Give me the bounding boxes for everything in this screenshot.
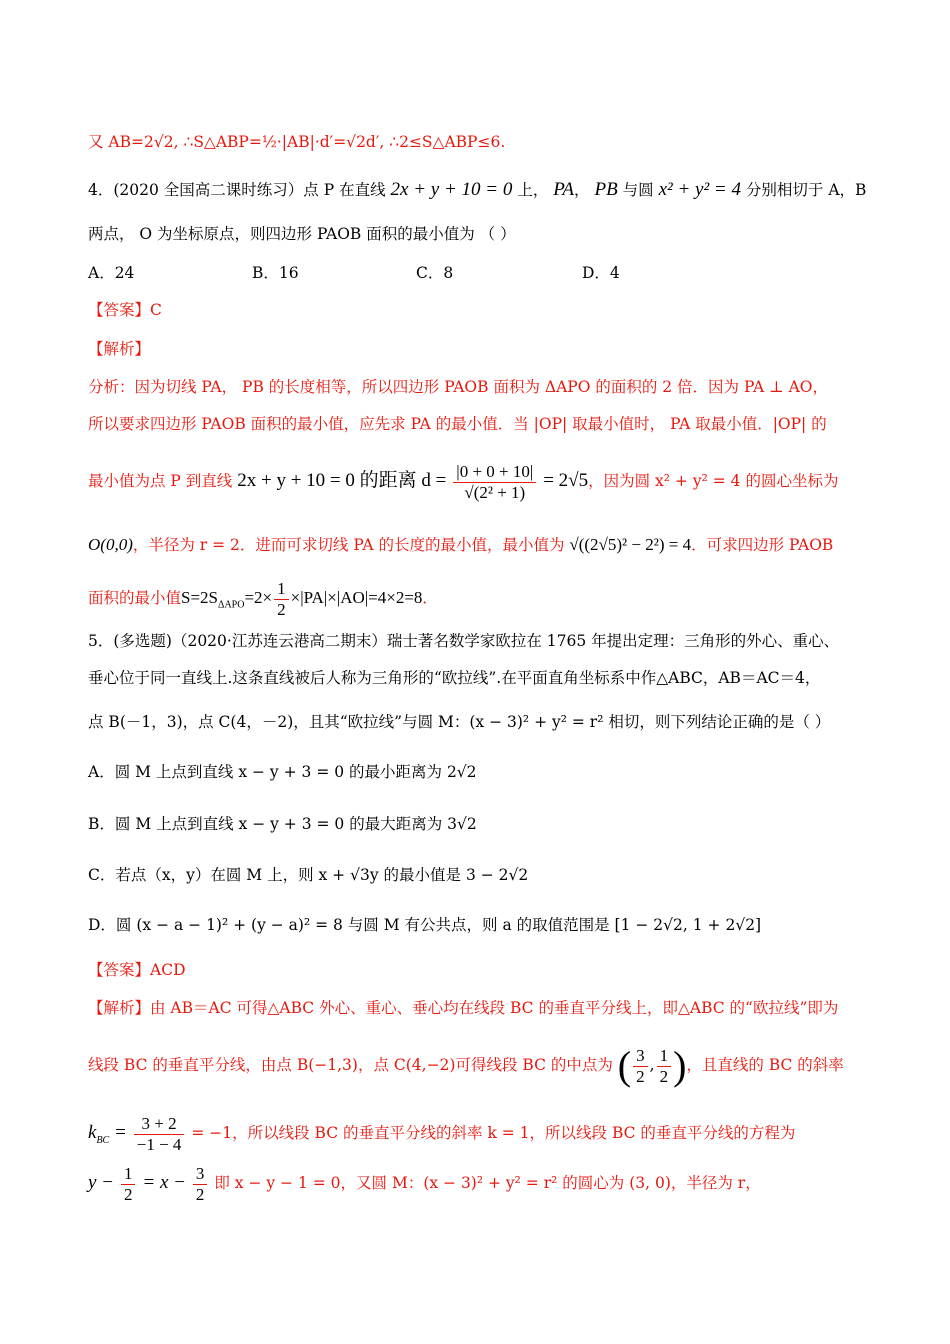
q4-analysis-5 <box>88 576 438 627</box>
q4-text-b: 上， <box>517 181 549 199</box>
q5-slope-fraction <box>134 1114 185 1155</box>
q5-slope-sub: BC <box>96 1134 110 1146</box>
q5-analysis-1-text: 【解析】由 AB＝AC 可得△ABC 外心、重心、垂心均在线段 BC 的垂直平分线上，即△ABC 的“欧拉线”即为 <box>88 999 839 1017</box>
q5-line2-text: 垂心位于同一直线上.这条直线被后人称为三角形的“欧拉线”.在平面直角坐标系中作△ABC，AB＝AC＝4， <box>88 669 821 687</box>
q5-option-c-text: C．若点（x，y）在圆 M 上，则 x + √3y 的最小值是 3 − 2√2 <box>88 866 529 884</box>
q5-analysis-2 <box>88 1042 844 1089</box>
q4-analysis-4-post: ．可求四边形 PAOB <box>691 536 834 554</box>
q4-origin: O(0,0) <box>88 535 133 554</box>
q4-area-s: S=2S <box>181 588 219 607</box>
q4-analysis-5-end: ． <box>422 589 438 607</box>
q4-area-sub: ΔAPO <box>218 599 245 611</box>
q4-option-a: A．24 <box>88 264 135 282</box>
q4-area-eq-c: ×|PA|×|AO|=4×2=8 <box>290 588 423 607</box>
q5-three-half: $\frac{3}{2}$ <box>193 1164 208 1205</box>
q4-answer <box>88 298 162 322</box>
q4-distance-result: = 2√5 <box>543 470 589 491</box>
q4-line1: 4．(2020 全国高二课时练习）点 P 在直线 2x + y + 10 = 0 上， PA， PB 与圆 x² + y² = 4 分别相切于 A，B <box>88 179 867 200</box>
q5-option-c <box>88 863 528 887</box>
q4-min-length: √((2√5)² − 2²) = 4 <box>569 535 692 554</box>
q4-half-fraction: $\frac{1}{2}$ <box>274 579 289 620</box>
q4-analysis-3-post: ，因为圆 x² + y² = 4 的圆心坐标为 <box>588 472 839 490</box>
q4-pb: PB <box>594 179 618 200</box>
q4-line2-text: 两点， O 为坐标原点，则四边形 PAOB 面积的最小值为 （ ） <box>88 225 516 243</box>
q5-answer-value: ACD <box>150 961 186 979</box>
q4-circle-eq: x² + y² = 4 <box>658 179 741 200</box>
q4-option-c: C．8 <box>416 264 454 282</box>
q5-line2 <box>88 666 820 690</box>
q5-analysis-1 <box>88 996 838 1020</box>
q4-number: 4． <box>88 181 114 199</box>
q4-line2 <box>88 222 516 246</box>
intro-line <box>88 130 505 154</box>
q5-analysis-3: $k_{BC}$ = $\frac{3 + 2}{-1 - 4}$ = −1，所以线段 BC 的垂直平分线的斜率 k = 1，所以线段 BC 的垂直平分线的方程为 <box>88 1113 796 1154</box>
intro-text: 又 AB=2√2, ∴S△ABP=½·|AB|·d′=√2d′, ∴2≤S△ABP≤6. <box>88 133 506 151</box>
q4-option-b: B．16 <box>252 264 299 282</box>
q4-option-d: D．4 <box>582 264 620 282</box>
q5-option-d-text: D．圆 (x − a − 1)² + (y − a)² = 8 与圆 M 有公共点，则 a 的取值范围是 [1 − 2√2, 1 + 2√2] <box>88 916 762 934</box>
q4-analysis-2-text: 所以要求四边形 PAOB 面积的最小值，应先求 PA 的最小值．当 |OP| 取最小值时， PA 取最小值．|OP| 的 <box>88 415 827 433</box>
q5-option-a-text: A．圆 M 上点到直线 x − y + 3 = 0 的最小距离为 2√2 <box>88 763 477 781</box>
q4-analysis-5-pre: 面积的最小值 <box>88 589 182 607</box>
q5-eq-mid: = x − <box>142 1172 186 1193</box>
q4-text-c: 与圆 <box>622 181 654 199</box>
q4-text-a: 点 P 在直线 <box>303 181 386 199</box>
q5-slope-k: k <box>88 1122 97 1143</box>
q4-answer-value: C <box>150 301 162 319</box>
q5-analysis-2-pre: 线段 BC 的垂直平分线，由点 B(−1,3)，点 C(4,−2)可得线段 BC 的中点为 <box>88 1056 613 1074</box>
q4-analysis-4-text: ，半径为 r = 2．进而可求切线 PA 的长度的最小值，最小值为 <box>132 536 565 554</box>
q4-distance-den: √(2² + 1) <box>464 482 526 502</box>
q4-distance-num: |0 + 0 + 10| <box>453 462 536 483</box>
q4-analysis-3-pre: 最小值为点 P 到直线 <box>88 472 233 490</box>
q4-distance-fraction <box>453 462 536 503</box>
q5-answer-tag: 【答案】 <box>88 961 151 979</box>
q4-area-eq-b: =2× <box>244 588 273 607</box>
q5-analysis-4-post: 即 x − y − 1 = 0，又圆 M：(x − 3)² + y² = r² 的圆心为 (3, 0)，半径为 r， <box>214 1174 761 1192</box>
q4-answer-tag: 【答案】 <box>88 301 151 319</box>
q4-analysis-3 <box>88 458 838 504</box>
q5-half: $\frac{1}{2}$ <box>121 1164 136 1205</box>
q4-text-d: 分别相切于 A，B <box>745 181 867 199</box>
q4-pa: PA <box>553 179 575 200</box>
q5-option-d <box>88 913 761 937</box>
q5-option-b <box>88 812 477 836</box>
q5-analysis-2-post: ，且直线的 BC 的斜率 <box>686 1056 844 1074</box>
q4-analysis-1 <box>88 375 828 399</box>
q4-analysis-2 <box>88 412 827 436</box>
q4-analysis-1-text: 分析：因为切线 PA， PB 的长度相等，所以四边形 PAOB 面积为 ΔAPO 的面积的 2 倍．因为 PA ⊥ AO， <box>88 378 829 396</box>
q4-analysis-tag <box>88 337 150 361</box>
q5-slope-num: 3 + 2 <box>134 1114 185 1135</box>
q4-line-eq: 2x + y + 10 = 0 <box>390 179 513 200</box>
q4-analysis-3-eq: 2x + y + 10 = 0 的距离 d = <box>237 470 447 491</box>
q5-analysis-4 <box>88 1160 761 1206</box>
q4-options <box>88 261 788 285</box>
q5-option-b-text: B．圆 M 上点到直线 x − y + 3 = 0 的最大距离为 3√2 <box>88 815 477 833</box>
q5-line1 <box>88 629 839 653</box>
q5-midpoint: ( $\frac{3}{2}$ , $\frac{1}{2}$ ) <box>617 1043 687 1088</box>
q5-eq-lhs: y − <box>88 1172 115 1193</box>
q4-source: (2020 全国高二课时练习） <box>113 181 304 199</box>
q5-line3-text: 点 B(－1，3)，点 C(4，－2)，且其“欧拉线”与圆 M：(x − 3)² + y² = r² 相切，则下列结论正确的是（ ） <box>88 713 831 731</box>
q5-option-a <box>88 760 477 784</box>
q4-analysis-tag-text: 【解析】 <box>88 340 151 358</box>
q5-line3 <box>88 710 830 734</box>
q5-analysis-3-post: = −1，所以线段 BC 的垂直平分线的斜率 k = 1，所以线段 BC 的垂直平分线的方程为 <box>191 1124 796 1142</box>
q5-line1-text: 5．(多选题)（2020·江苏连云港高二期末）瑞士著名数学家欧拉在 1765 年提出定理：三角形的外心、重心、 <box>88 632 840 650</box>
q5-slope-den: −1 − 4 <box>136 1134 182 1154</box>
q4-analysis-4 <box>88 533 833 557</box>
q5-answer <box>88 958 186 982</box>
